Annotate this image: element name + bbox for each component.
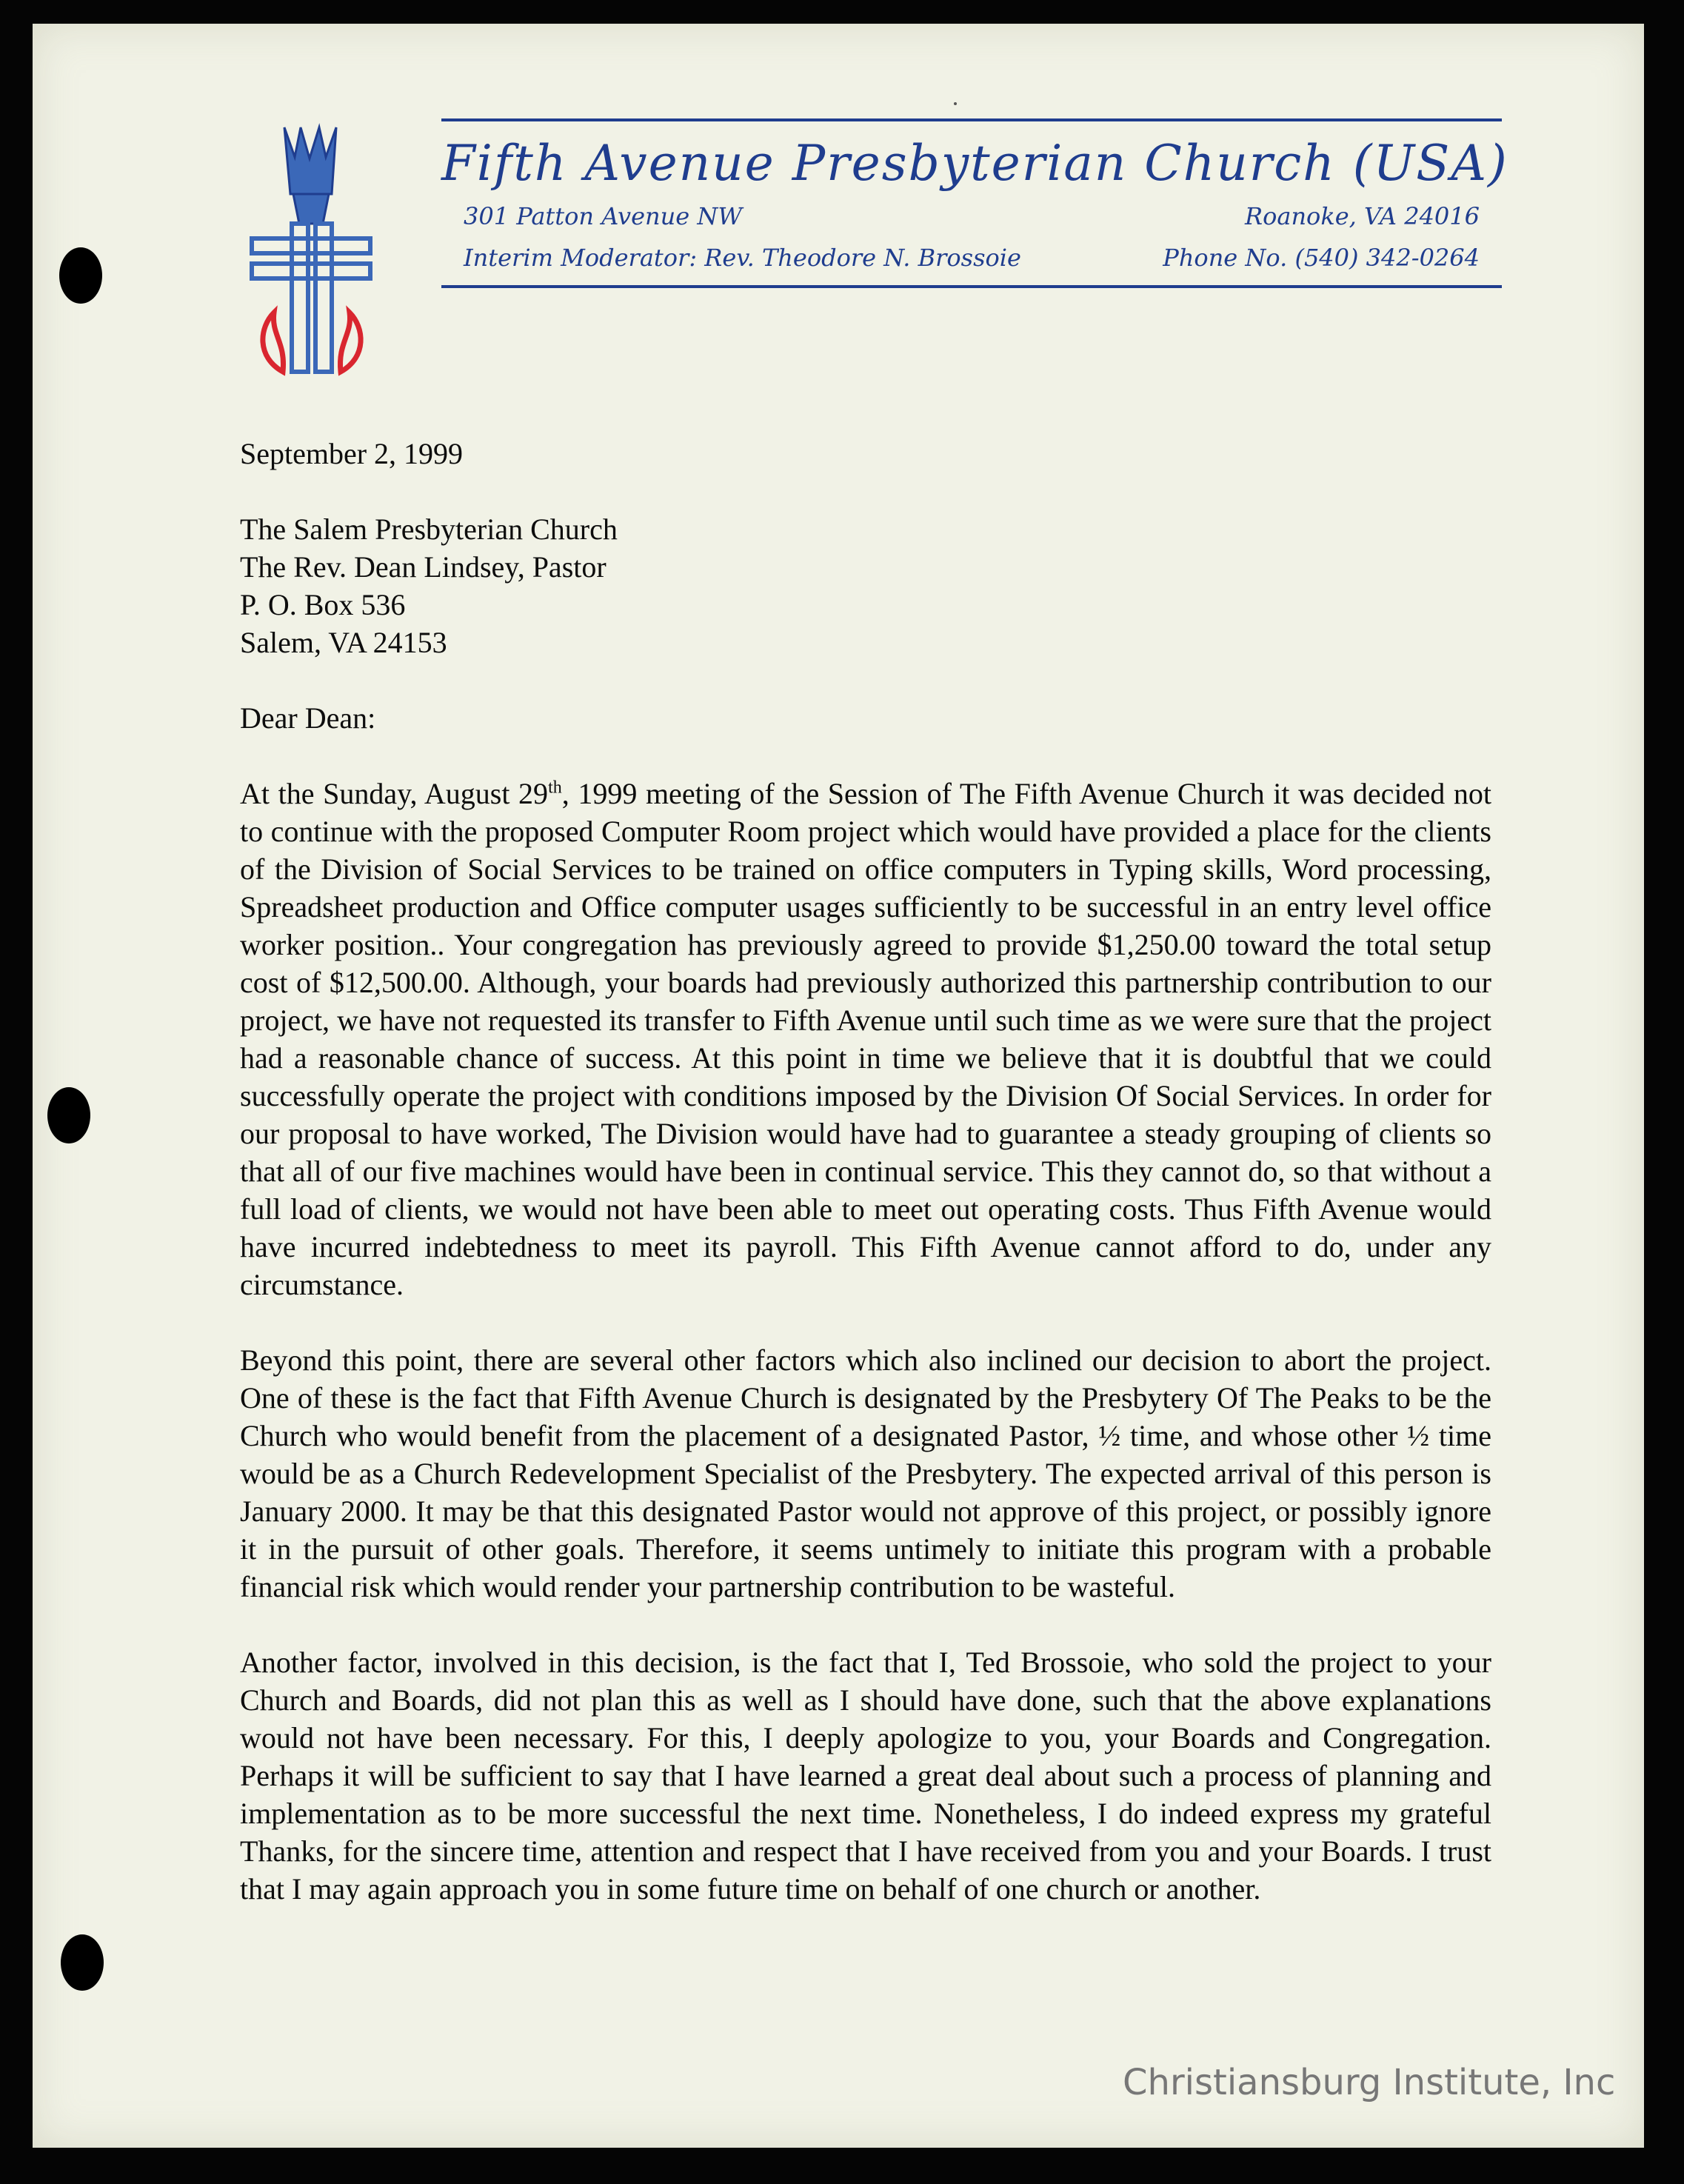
punch-hole-top	[59, 247, 102, 304]
recipient-line: Salem, VA 24153	[240, 626, 447, 659]
letterhead	[441, 118, 1508, 288]
recipient-line: P. O. Box 536	[240, 588, 406, 621]
paragraph-2: Beyond this point, there are several other factors which also inclined our decision to abort the project. One of these is the fact that Fifth Avenue Church is designated by the Presbytery Of The Peaks to be the Church who would benefit from the placement of a designated Pastor, ½ time, and whose other ½ time would be as a Church Redevelopment Specialist of the Presbytery. The expected arrival of this person is January 2000. It may be that this designated Pastor would not approve of this project, or possibly ignore it in the pursuit of other goals. Therefore, it seems untimely to initiate this program with a probable financial risk which would render your partnership contribution to be wasteful.	[240, 1343, 1491, 1603]
recipient-line: The Rev. Dean Lindsey, Pastor	[240, 550, 607, 584]
church-street-address: 301 Patton Avenue NW	[464, 202, 743, 230]
paragraph-1	[240, 775, 1491, 1303]
ordinal-suffix: th	[548, 778, 562, 798]
letterhead-address-row	[441, 202, 1502, 230]
punch-hole-bottom	[61, 1934, 104, 1991]
letterhead-contact-row	[441, 244, 1502, 272]
salutation: Dear Dean:	[240, 701, 376, 735]
paragraph-3: Another factor, involved in this decision, is the fact that I, Ted Brossoie, who sold the project to your Church and Boards, did not plan this as well as I should have done, such that the above explanations would not have been necessary. For this, I deeply apologize to you, your Boards and Congregation. Perhaps it will be sufficient to say that I have learned a great deal about such a process of planning and implementation as to be more successful the next time. Nonetheless, I do indeed express my grateful Thanks, for the sincere time, attention and respect that I have received from you and your Boards. I trust that I may again approach you in some future time on behalf of one church or another.	[240, 1646, 1491, 1906]
letter-page	[33, 24, 1644, 2148]
interim-moderator: Interim Moderator: Rev. Theodore N. Brossoie	[464, 244, 1021, 272]
paragraph-1-start: At the Sunday, August 29	[240, 777, 549, 810]
recipient-line: The Salem Presbyterian Church	[240, 512, 618, 546]
church-city-state: Roanoke, VA 24016	[1245, 202, 1480, 230]
paragraph-1-rest: , 1999 meeting of the Session of The Fifth Avenue Church it was decided not to continue with the proposed Computer Room project which would have provided a place for the clients of the Division of Social Services to be trained on office computers in Typing skills, Word processing, Spreadsheet production and Office computer usages sufficiently to be successful in an entry level office worker position.. Your congregation has previously agreed to provide $1,250.00 toward the total setup cost of $12,500.00. Although, your boards had previously authorized this partnership contribution to our project, we have not requested its transfer to Fifth Avenue until such time as we were sure that the project had a reasonable chance of success. At this point in time we believe that it is doubtful that we could successfully operate the project with conditions imposed by the Division Of Social Services. In order for our proposal to have worked, The Division would have had to guarantee a steady grouping of clients so that all of our five machines would have been in continual service. This they cannot do, so that without a full load of clients, we would not have been able to meet out operating costs. Thus Fifth Avenue would have incurred indebtedness to meet its payroll. This Fifth Avenue cannot afford to do, under any circumstance.	[240, 777, 1491, 1301]
punch-hole-middle	[47, 1087, 90, 1143]
watermark: Christiansburg Institute, Inc	[1123, 2062, 1616, 2103]
presbyterian-cross-logo-icon	[249, 113, 375, 379]
church-phone: Phone No. (540) 342-0264	[1163, 244, 1480, 272]
letter-body	[240, 435, 1491, 1946]
paper-speck	[954, 102, 957, 105]
church-name: Fifth Avenue Presbyterian Church (USA)	[441, 135, 1508, 192]
letterhead-top-rule	[441, 118, 1502, 121]
letterhead-bottom-rule	[441, 285, 1502, 288]
letter-date: September 2, 1999	[240, 437, 464, 470]
